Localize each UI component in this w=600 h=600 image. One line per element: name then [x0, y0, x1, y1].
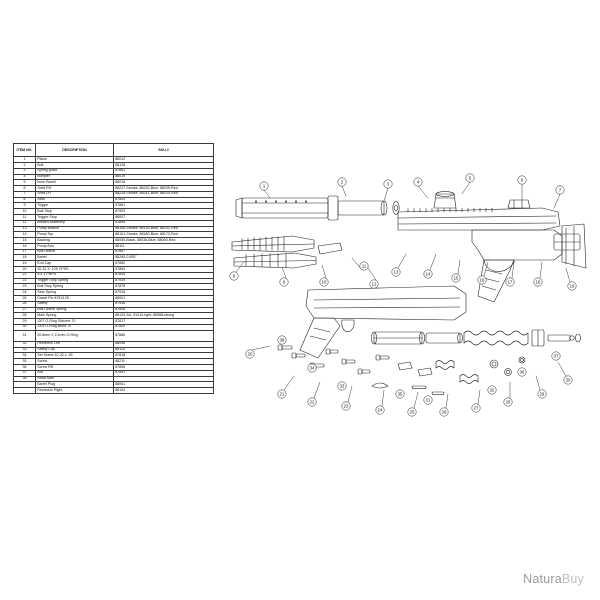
callout-number: 21 [279, 391, 285, 397]
cell-item-no: 32 [14, 341, 36, 347]
cell-description: Inner Barrel [36, 180, 114, 186]
cell-description: Pump Bottom [36, 226, 114, 232]
cell-sku: 87817 [114, 319, 214, 325]
callout-number: 12 [371, 281, 377, 287]
cell-item-no: 37 [14, 370, 36, 376]
cell-item-no: 3 [14, 168, 36, 174]
cell-item-no: 35 [14, 359, 36, 365]
callout-number: 35 [397, 391, 403, 397]
callout-number: 34 [309, 365, 315, 371]
cell-item-no: 4 [14, 174, 36, 180]
cell-item-no: 11 [14, 215, 36, 221]
cell-description: Bolt Stop [36, 209, 114, 215]
cell-description: Set Screw 10-32 x .25 [36, 353, 114, 359]
callout-number: 29 [539, 391, 545, 397]
cell-item-no: 36 [14, 364, 36, 370]
cell-sku: 87856 [114, 364, 214, 370]
pump-group [232, 236, 342, 268]
callout-number: 7 [558, 187, 562, 193]
cell-description: Safety [36, 301, 114, 307]
cell-item-no: 7 [14, 191, 36, 197]
cell-description: 10-32 X .125 CPSS [36, 267, 114, 273]
cell-description: Bolt Detent Spring [36, 307, 114, 313]
callout-number: 36 [519, 369, 525, 375]
cell-description: Sear [36, 197, 114, 203]
callout-number: 20 [247, 351, 253, 357]
cell-sku: 88101-Smoke, 88180-Blue, 88173-Red [114, 232, 214, 238]
cell-sku: 88007 [114, 215, 214, 221]
cell-description: Bumper [36, 174, 114, 180]
cell-sku: 87886 [114, 330, 214, 341]
cell-item-no: 5 [14, 180, 36, 186]
cell-description: Barrel [36, 255, 114, 261]
watermark [523, 572, 584, 586]
callout-number: 32 [489, 387, 495, 393]
cell-sku: 88016 [114, 180, 214, 186]
cell-sku: 88001 [114, 295, 214, 301]
cell-sku: 88128 [114, 162, 214, 168]
callout-number: 19 [569, 283, 575, 289]
watermark-accent: Buy [561, 572, 584, 586]
cell-sku: 87861 [114, 203, 214, 209]
callout-layer [230, 174, 576, 416]
cell-item-no: 31 [14, 330, 36, 341]
cell-description: Sear Spring [36, 290, 114, 296]
cell-sku: 88061 [114, 382, 214, 388]
callout-number: 5 [468, 175, 472, 181]
cell-description: Pump Top [36, 232, 114, 238]
cell-sku: 88227-Smoke, 88232-Blue, 88239-Red [114, 186, 214, 192]
cell-sku: 81898 [114, 220, 214, 226]
cell-description: Shell RH [36, 186, 114, 192]
table-header-row [14, 144, 214, 157]
parts-table [13, 143, 213, 394]
cell-item-no: 28 [14, 313, 36, 319]
callout-number: 16 [479, 277, 485, 283]
cell-item-no: 16 [14, 243, 36, 249]
cell-description: Bolt Stop Spring [36, 284, 114, 290]
cell-item-no: 6 [14, 186, 36, 192]
cell-sku: 88106-Smoke, 88139-Blue, 88142-Red [114, 226, 214, 232]
callout-number: 11 [361, 263, 367, 269]
cell-sku: 88019 [114, 174, 214, 180]
cell-item-no: 21 [14, 272, 36, 278]
cell-item-no: 25 [14, 295, 36, 301]
cell-description: -007 O-Ring Silicone 70 [36, 319, 114, 325]
cell-sku: 87881 [114, 168, 214, 174]
callout-number: 25 [409, 409, 415, 415]
exploded-diagram [222, 150, 588, 460]
cell-sku: 88133-3ct, 91410-light, 86988-strong [114, 313, 214, 319]
column-header-item-no: ITEM NO. [14, 144, 36, 157]
cell-item-no: 22 [14, 278, 36, 284]
callout-number: 38 [279, 337, 285, 343]
cell-sku: 87939 [114, 278, 214, 284]
table-row [14, 388, 214, 394]
callout-number: 23 [343, 403, 349, 409]
cell-item-no: 26 [14, 301, 36, 307]
cell-description: End Cap [36, 261, 114, 267]
cell-description: Bolt Detent [36, 249, 114, 255]
cell-item-no: 1 [14, 157, 36, 163]
cell-sku: 87846 [114, 307, 214, 313]
cell-sku: 87867 [114, 249, 214, 255]
cell-description: Backing [36, 238, 114, 244]
callout-number: 17 [507, 279, 513, 285]
cell-item-no: 14 [14, 232, 36, 238]
parts-table-body [14, 157, 214, 394]
callout-number: 13 [393, 269, 399, 275]
cell-description: Trigger Stop [36, 215, 114, 221]
callout-number: 8 [232, 273, 236, 279]
cell-description: Main Spring [36, 313, 114, 319]
callout-number: 26 [441, 409, 447, 415]
callout-number: 15 [453, 275, 459, 281]
cell-sku: 87818 [114, 353, 214, 359]
barrel-group [236, 196, 399, 220]
cell-item-no: 34 [14, 353, 36, 359]
cell-item-no: 2 [14, 162, 36, 168]
cell-sku: 88104 [114, 388, 214, 394]
callout-number: 22 [309, 399, 315, 405]
callout-number: 18 [535, 279, 541, 285]
callout-number: 1 [262, 183, 266, 189]
cell-description: Dowel Pin 875X125 [36, 295, 114, 301]
cell-sku: 87800 [114, 324, 214, 330]
cell-description: Stock tube [36, 376, 114, 382]
cell-item-no: 38 [14, 376, 36, 382]
diagram-svg [222, 150, 588, 460]
cell-sku: 88114 [114, 347, 214, 353]
cell-description: Pump Arm [36, 243, 114, 249]
cell-sku: 88228-Smoke, 88241-Blue, 88234-Red [114, 191, 214, 197]
cell-item-no: 9 [14, 203, 36, 209]
callout-number: 3 [386, 181, 390, 187]
cell-description: Feedneck Left [36, 341, 114, 347]
cell-sku: 87938 [114, 301, 214, 307]
callout-number: 6 [520, 177, 524, 183]
parts-list-table [13, 143, 214, 394]
callout-number: 14 [425, 271, 431, 277]
cell-description: Bolt [36, 162, 114, 168]
callout-number: 24 [377, 407, 383, 413]
cell-item-no: 29 [14, 319, 36, 325]
column-header-sku: SKU # [114, 144, 214, 157]
cell-item-no: 10 [14, 209, 36, 215]
cell-description: Trigger Stop Spring [36, 278, 114, 284]
cell-description: Nut [36, 370, 114, 376]
cell-sku: 87878 [114, 284, 214, 290]
callout-number: 27 [473, 405, 479, 411]
cell-description: Safety Clip [36, 347, 114, 353]
table-row [14, 330, 214, 341]
cell-item-no: 20 [14, 267, 36, 273]
cell-description: Barrel Plug [36, 382, 114, 388]
callout-number: 30 [565, 377, 571, 383]
cell-sku: 87834 [114, 272, 214, 278]
cell-sku: 87916 [114, 290, 214, 296]
cell-item-no: 15 [14, 238, 36, 244]
cell-item-no: 13 [14, 226, 36, 232]
cell-description: Spring guide [36, 168, 114, 174]
cell-item-no: 18 [14, 255, 36, 261]
callout-number: 10 [321, 279, 327, 285]
callout-number: 2 [340, 179, 344, 185]
cell-sku: 88012 [114, 157, 214, 163]
column-header-description: DESCRIPTION [36, 144, 114, 157]
cell-sku: 87841 [114, 370, 214, 376]
callout-number: 33 [339, 383, 345, 389]
cell-description: 20.8mm X 2.4mm O-Ring [36, 330, 114, 341]
cell-description: Shell LH [36, 191, 114, 197]
cell-item-no: 19 [14, 261, 36, 267]
cell-sku: 87903 [114, 209, 214, 215]
cell-item-no: 30 [14, 324, 36, 330]
cell-description: 4-4 1 PHPS [36, 272, 114, 278]
cell-sku: 87804 [114, 197, 214, 203]
cell-description: -003 O-Ring Buna 70 [36, 324, 114, 330]
cell-sku: 87882 [114, 261, 214, 267]
cell-item-no: 33 [14, 347, 36, 353]
cell-description: Feedneck Right [36, 388, 114, 394]
cell-item-no: 24 [14, 290, 36, 296]
cell-sku: 88211 [114, 359, 214, 365]
cell-sku: 88265-0.555" [114, 255, 214, 261]
callout-number: 4 [416, 179, 420, 185]
cell-sku: 88050-Black, 88036-Blue, 88069-Red [114, 238, 214, 244]
cell-sku: 87883 [114, 267, 214, 273]
callout-number: 9 [282, 279, 286, 285]
callout-number: 28 [505, 399, 511, 405]
lower-receiver-group [472, 224, 586, 302]
cell-sku: 88098 [114, 341, 214, 347]
cell-item-no: 12 [14, 220, 36, 226]
upper-receiver-group [398, 192, 560, 230]
cell-item-no: 8 [14, 197, 36, 203]
callout-number: 37 [553, 353, 559, 359]
watermark-main: Natura [523, 572, 562, 586]
cell-description: Screw RH [36, 364, 114, 370]
cell-item-no: 23 [14, 284, 36, 290]
cell-item-no: 27 [14, 307, 36, 313]
cell-sku: 88111 [114, 243, 214, 249]
cell-description: Screw [36, 359, 114, 365]
cell-description: Trigger [36, 203, 114, 209]
cell-item-no: 17 [14, 249, 36, 255]
cell-description: Piston [36, 157, 114, 163]
cell-description: Breach Assembly [36, 220, 114, 226]
callout-number: 31 [425, 397, 431, 403]
cell-item-no [14, 388, 36, 394]
